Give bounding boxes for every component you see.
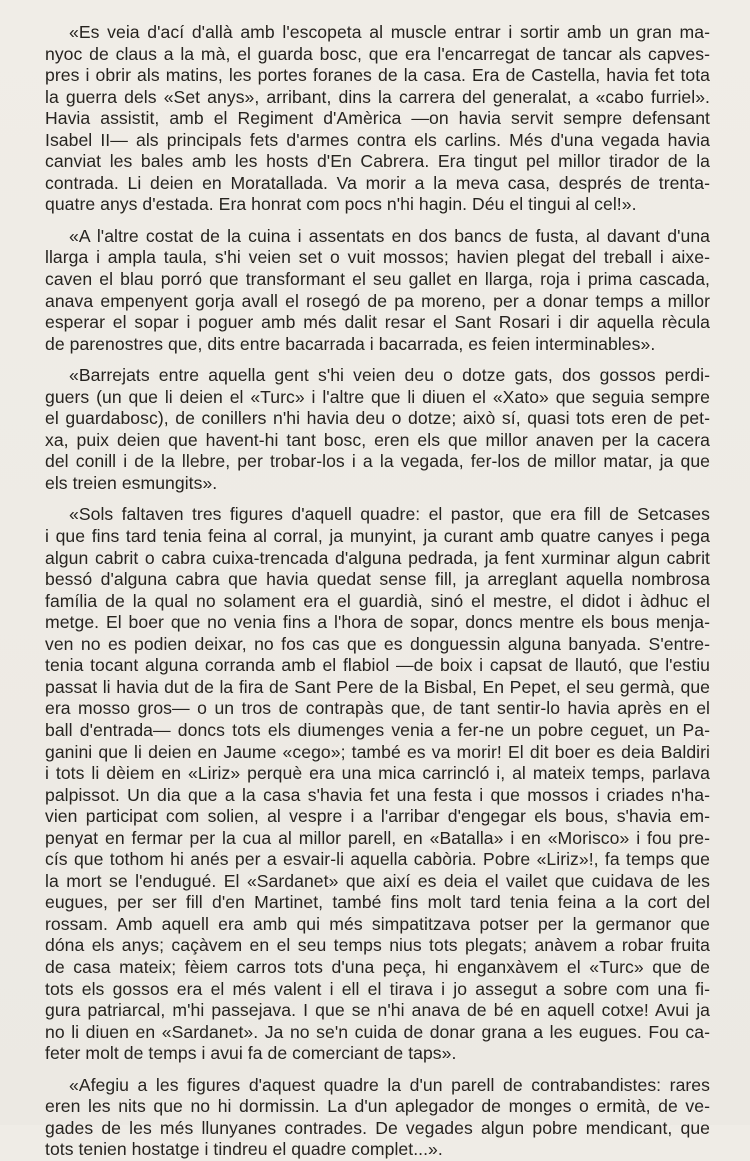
text-line: Isabel II— als principals fets d'armes contra els carlins. Més d'una vegada havia [45,129,710,150]
paragraph [45,226,710,355]
text-line: bessó d'alguna cabra que havia quedat sense fill, ja arreglant aquella nombrosa [45,569,710,590]
text-line: de parenostres que, dits entre bacarrada i bacarrada, es feien interminables». [45,333,656,354]
text-line: la mort se l'endugué. El «Sardanet» que així es deia el vailet que cuidava de les [45,870,710,891]
text-line: no li diuen en «Sardanet». Ja no se'n cuida de donar grana a les eugues. Fou ca- [45,1021,710,1042]
text-line: cís que tothom hi anés per a esvair-li aquella cabòria. Pobre «Liriz»!, fa temps que [45,849,710,870]
text-line: nyoc de claus a la mà, el guarda bosc, que era l'encarregat de tancar als capves- [45,43,710,64]
text-line: contrada. Li deien en Moratallada. Va morir a la meva casa, després de trenta- [45,172,710,193]
text-line: ball d'entrada— doncs tots els diumenges venia a fer-ne un pobre ceguet, un Pa- [45,719,710,740]
text-line: anava empenyent gorja avall el rosegó de pa moreno, per a donar temps a millor [45,290,710,311]
text-line: palpissot. Un dia que a la casa s'havia fet una festa i que mossos i criades n'ha- [45,784,710,805]
text-line: metge. El boer que no venia fins a l'hora de sopar, doncs mentre els bous menja- [45,612,710,633]
text-line: «Barrejats entre aquella gent s'hi veien deu o dotze gats, dos gossos perdi- [69,365,710,386]
text-line: Havia assistit, amb el Regiment d'Amèrica —on havia servit sempre defensant [45,108,710,129]
paragraph [45,1075,710,1161]
text-line: tots els gossos era el més valent i ell el tirava i jo assegut a sobre com una fi- [45,978,710,999]
text-line: passat li havia dut de la fira de Sant Pere de la Bisbal, En Pepet, el seu germà, que [45,676,710,697]
text-line: de casa mateix; fèiem carros tots d'una peça, hi enganxàvem el «Turc» que de [45,956,710,977]
text-line: xa, puix deien que havent-hi tant bosc, eren els que millor anaven per la cacera [45,429,710,450]
text-line: vien participat com solien, al vespre i a l'arribar d'engegar els bous, s'havia em- [45,806,710,827]
text-line: el guardabosc), de conillers n'hi havia deu o dotze; això sí, quasi tots eren de pet- [45,408,710,429]
text-line: algun cabrit o cabra cuixa-trencada d'alguna pedrada, ja fent xurminar algun cabrit [45,547,710,568]
text-line: esperar el sopar i poguer amb més dalit resar el Sant Rosari i dir aquella rècula [45,312,710,333]
text-line: i que fins tard tenia feina al corral, ja munyint, ja curant amb quatre canyes i pega [45,526,710,547]
text-line: eren les nits que no hi dormissin. La d'un aplegador de monges o ermità, de ve- [45,1096,710,1117]
text-line: pres i obrir als matins, les portes foranes de la casa. Era de Castella, havia fet tota [45,65,710,86]
text-line: caven el blau porró que transformant el seu gallet en llarga, roja i prima cascada, [45,269,710,290]
paragraph [45,504,710,1064]
paragraph [45,22,710,216]
text-line: guers (un que li deien el «Turc» i l'altre que li diuen el «Xato» que seguia sempre [45,386,710,407]
text-line: la guerra dels «Set anys», arribant, dins la carrera del generalat, a «cabo furriel». [45,86,710,107]
paragraph [45,365,710,494]
text-line: eugues, per ser fill d'en Martinet, també fins molt tard tenia feina a la cort del [45,892,710,913]
text-line: llarga i ampla taula, s'hi veien set o vuit mossos; havien plegat del treball i aixe- [45,247,710,268]
text-line: dóna els anys; caçàvem en el seu temps nius tots plegats; anàvem a robar fruita [45,935,710,956]
text-line: «Sols faltaven tres figures d'aquell quadre: el pastor, que era fill de Setcases [69,504,710,525]
text-line: tots tenien hostatge i tindreu el quadre complet...». [45,1139,443,1160]
text-line: del conill i de la llebre, per trobar-los i a la vegada, fer-los de millor matar, ja que [45,451,710,472]
text-line: família de la qual no solament era el guardià, sinó el mestre, el didot i àdhuc el [45,590,710,611]
text-line: ganini que li deien en Jaume «cego»; també es va morir! El dit boer es deia Baldiri [45,741,710,762]
text-line: «Es veia d'ací d'allà amb l'escopeta al muscle entrar i sortir amb un gran ma- [69,22,710,42]
text-line: i tots li dèiem en «Liriz» perquè era una mica carrincló i, al mateix temps, parlava [45,763,710,784]
text-line: canviat les bales amb les hosts d'En Cabrera. Era tingut pel millor tirador de la [45,151,710,172]
text-line: gura patriarcal, m'hi passejava. I que se n'hi anava de bé en aquell cotxe! Avui ja [45,1000,710,1021]
text-line: feter molt de temps i avui fa de comerciant de taps». [45,1043,457,1064]
text-line: tenia tocant alguna corranda amb el flabiol —de boix i capsat de llautó, que l'estiu [45,655,710,676]
text-line: «Afegiu a les figures d'aquest quadre la d'un parell de contrabandistes: rares [69,1074,710,1095]
text-line: quatre anys d'estada. Era honrat com pocs n'hi hagin. Déu el tingui al cel!». [45,194,637,215]
text-line: penyat en fermar per la cua al millor parell, en «Batalla» i en «Morisco» i fou pre- [45,827,710,848]
text-line: era mosso gros— o un tros de contrapàs que, de tant sentir-lo havia après en el [45,698,710,719]
text-line: «A l'altre costat de la cuina i assentats en dos bancs de fusta, al davant d'una [69,225,710,246]
text-line: rossam. Amb aquell era amb qui més simpatitzava potser per la germanor que [45,913,710,934]
text-line: gades de les més llunyanes contrades. De vegades algun pobre mendicant, que [45,1117,710,1138]
text-line: ven no es podien deixar, no fos cas que es donguessin alguna banyada. S'entre- [45,633,710,654]
text-line: els treien esmungits». [45,472,218,493]
